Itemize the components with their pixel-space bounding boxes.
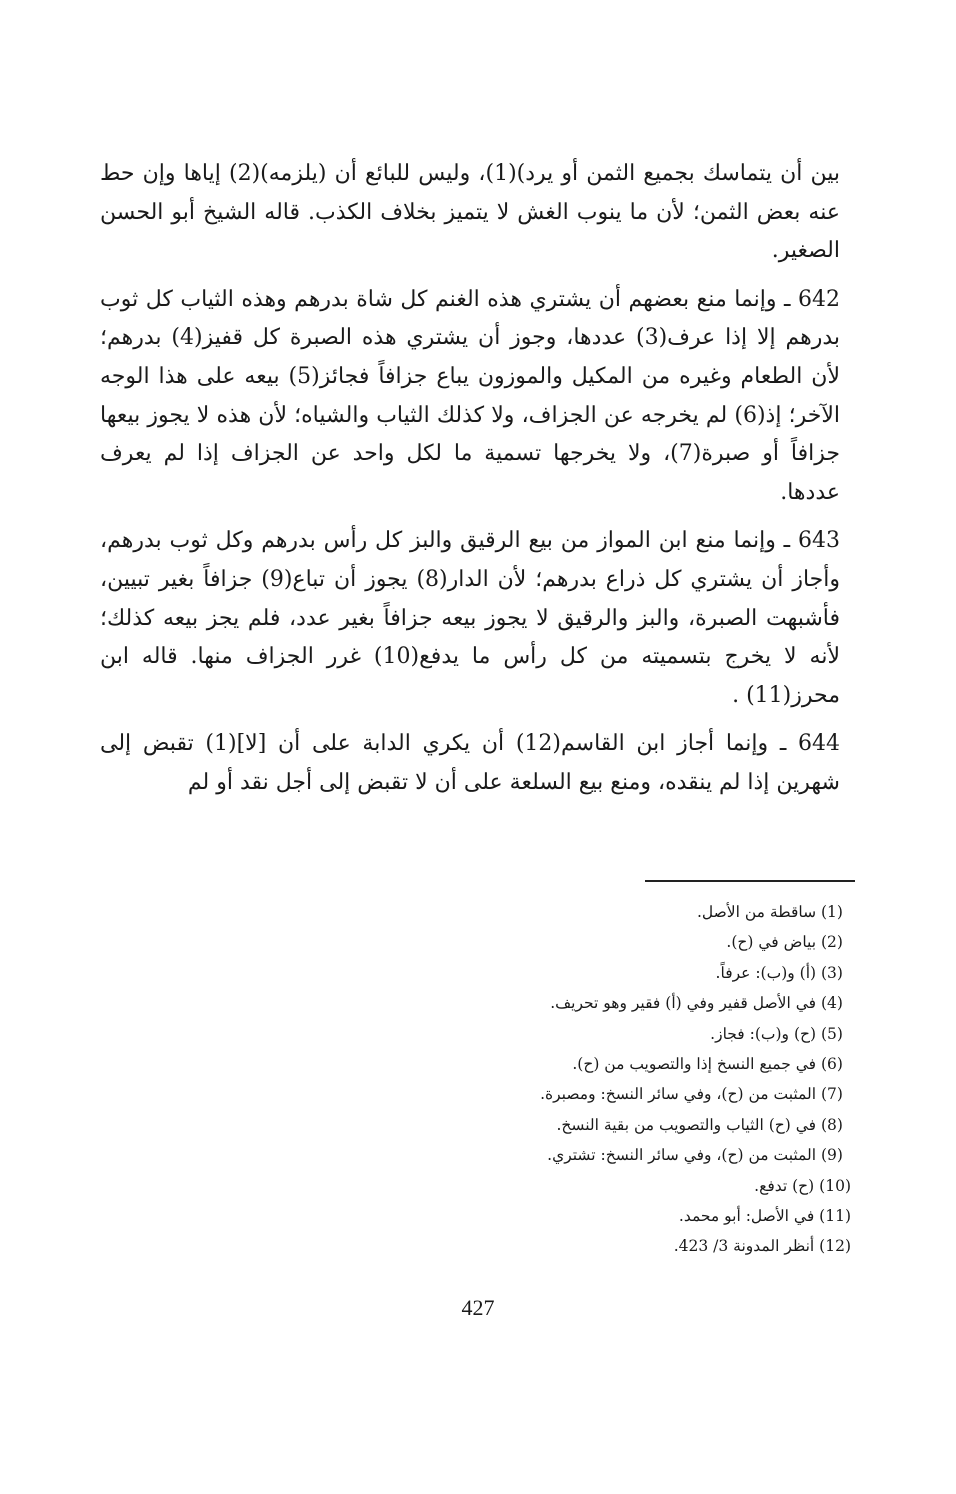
- page-number: 427: [461, 1295, 495, 1320]
- paragraph-number: 644: [798, 731, 841, 757]
- paragraph-642: [100, 281, 840, 513]
- paragraph-text: ـ وإنما منع بعضهم أن يشتري هذه الغنم كل شاة بدرهم وهذه الثياب كل ثوب بدرهم إلا إذا عرف(3) عددها، وجوز أن يشتري هذه الصبرة كل قفيز(4) بدرهم؛ لأن الطعام وغيره من المكيل والموزون يباع جزافاً فجائز(5) بيعه على هذا الوجه الآخر؛ إذ(6) لم يخرجه عن الجزاف، ولا كذلك الثياب والشياه؛ لأن هذه لا يجوز بيعها جزافاً أو صبرة(7)، ولا يخرجها تسمية ما لكل واحد عن الجزاف إذا لم يعرف عددها.: [100, 286, 841, 505]
- paragraph-643: [100, 522, 840, 715]
- footnote-text: المثبت من (ح)، وفي سائر النسخ: ومصبرة.: [540, 1085, 817, 1104]
- footnote-number: (12): [819, 1237, 851, 1256]
- footnote: [291, 1079, 851, 1109]
- footnote-number: (1): [821, 903, 843, 921]
- footnote: [291, 897, 851, 927]
- footnote-text: ساقطة من الأصل.: [696, 903, 817, 921]
- paragraph-number: 642: [797, 286, 840, 312]
- footnote-text: (أ) و(ب): عرفاً.: [715, 963, 817, 982]
- footnote-text: أنظر المدونة 3/ 423.: [673, 1237, 815, 1256]
- footnote-text: في الأصل: أبو محمد.: [678, 1207, 815, 1226]
- footnote: [291, 1171, 851, 1201]
- footnote: [291, 1019, 851, 1049]
- intro-paragraph: [100, 155, 840, 271]
- footnote-number: (5): [821, 1024, 843, 1043]
- footnotes: [291, 897, 851, 1262]
- footnote-number: (11): [819, 1207, 851, 1226]
- footnote-text: في الأصل قفير وفي (أ) فقير وهو تحريف.: [550, 994, 817, 1013]
- footnote-number: (3): [821, 963, 843, 982]
- footnote-number: (2): [821, 933, 843, 952]
- footnote-text: (ح) تدفع.: [754, 1176, 815, 1195]
- footnote: [291, 958, 851, 988]
- footnote-number: (7): [821, 1085, 843, 1104]
- footnote-text: في جميع النسخ إذا والتصويب من (ح).: [572, 1055, 817, 1074]
- footnote-number: (10): [819, 1176, 851, 1195]
- main-text: [100, 155, 840, 813]
- footnote: [291, 1110, 851, 1140]
- footnote-text: بياض في (ح).: [726, 933, 817, 952]
- footnote-text: في (ح) الثياب والتصويب من بقية النسخ.: [556, 1115, 817, 1134]
- footnote-number: (4): [821, 994, 843, 1013]
- footnote: [291, 1140, 851, 1170]
- paragraph-number: 643: [798, 528, 840, 554]
- footnote: [291, 1049, 851, 1079]
- footnote: [291, 1231, 851, 1261]
- footnote-number: (9): [821, 1146, 843, 1165]
- footnote: [291, 1201, 851, 1231]
- footnote-separator: [645, 880, 855, 882]
- footnote-number: (8): [821, 1115, 843, 1134]
- footnote-number: (6): [821, 1055, 843, 1074]
- paragraph-text: ـ وإنما منع ابن المواز من بيع الرقيق والبز كل رأس بدرهم وكل ثوب بدرهم، وأجاز أن يشتري كل ذراع بدرهم؛ لأن الدار(8) يجوز أن تباع(9) جزافاً بغير تبيين، فأشبهت الصبرة، والبز والرقيق لا يجوز بيعه جزافاً بغير عدد، فلم يجز بيعه كذلك؛ لأنه لا يخرج بتسميته من كل رأس ما يدفع(10) غرر الجزاف منها. قاله ابن محرز(11) .: [100, 528, 840, 708]
- paragraph-644: [100, 725, 840, 802]
- footnote: [291, 988, 851, 1018]
- intro-paragraph-text: بين أن يتماسك بجميع الثمن أو يرد)(1)، وليس للبائع أن (يلزمه)(2) إياها وإن حط عنه بعض الثمن؛ لأن ما ينوب الغش لا يتميز بخلاف الكذب. قاله الشيخ أبو الحسن الصغير.: [100, 161, 840, 264]
- paragraph-text: ـ وإنما أجاز ابن القاسم(12) أن يكري الدابة على أن [لا](1) تقبض إلى شهرين إذا لم ينقده، ومنع بيع السلعة على أن لا تقبض إلى أجل نقد أو لم: [100, 731, 840, 795]
- footnote-text: (ح) و(ب): فجاز.: [710, 1024, 817, 1043]
- footnote-text: المثبت من (ح)، وفي سائر النسخ: تشتري.: [547, 1146, 817, 1165]
- footnote: [291, 927, 851, 957]
